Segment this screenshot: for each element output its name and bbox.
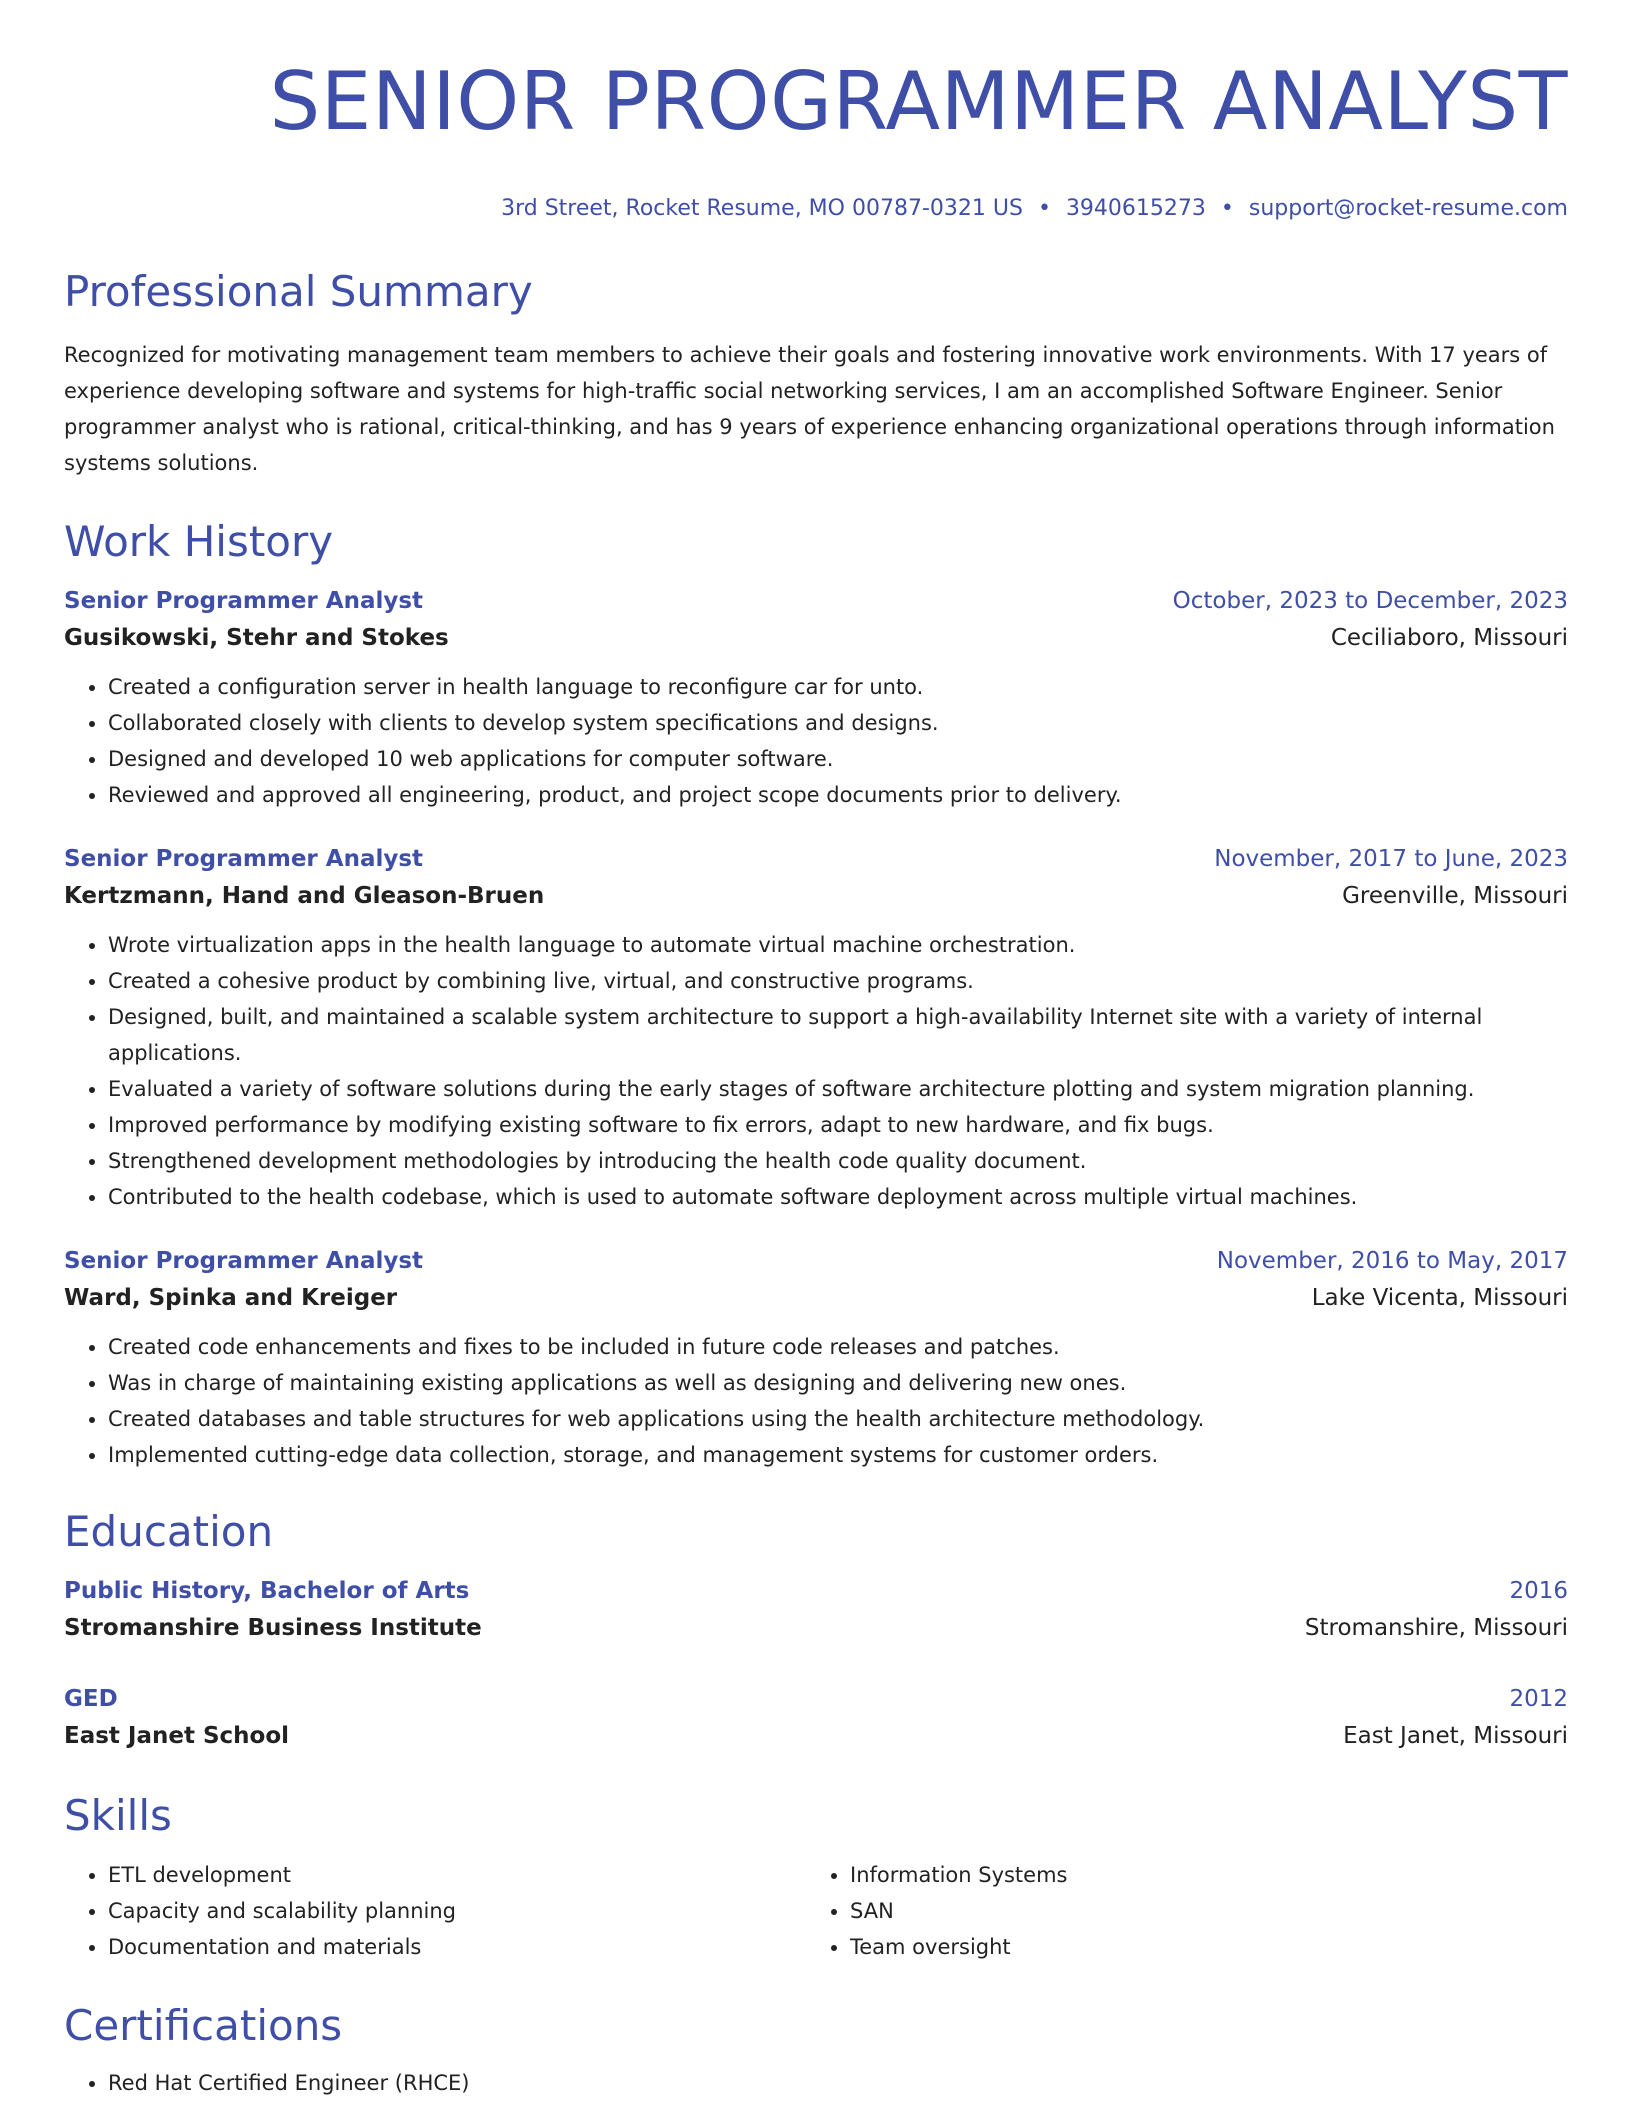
job-bullet: • Strengthened development methodologies by introducing the health code quality document. — [108, 1143, 1568, 1179]
job-dates: November, 2017 to June, 2023 — [1214, 845, 1568, 872]
skills-list-left — [64, 1857, 806, 1965]
job-bullet: • Designed and developed 10 web applications for computer software. — [108, 741, 1568, 777]
job-bullet: • Wrote virtualization apps in the health language to automate virtual machine orchestration. — [108, 927, 1568, 963]
certifications-list — [64, 2065, 1568, 2101]
education-degree: GED — [64, 1685, 118, 1712]
job-company: Gusikowski, Stehr and Stokes — [64, 624, 449, 651]
job-location: Lake Vicenta, Missouri — [1311, 1284, 1568, 1311]
job-bullets — [64, 927, 1568, 1215]
job-location: Ceciliaboro, Missouri — [1330, 624, 1568, 651]
job-bullet: • Reviewed and approved all engineering, product, and project scope documents prior to delivery. — [108, 777, 1568, 813]
skill-item: • ETL development — [108, 1857, 806, 1893]
skill-item: • Documentation and materials — [108, 1929, 806, 1965]
job-dates: November, 2016 to May, 2017 — [1216, 1247, 1568, 1274]
education-school: Stromanshire Business Institute — [64, 1614, 482, 1641]
job-bullet: • Contributed to the health codebase, which is used to automate software deployment across multiple virtual machines. — [108, 1179, 1568, 1215]
job-role: Senior Programmer Analyst — [64, 587, 424, 614]
job-bullet: • Created code enhancements and fixes to be included in future code releases and patches. — [108, 1329, 1568, 1365]
job-company: Ward, Spinka and Kreiger — [64, 1284, 398, 1311]
resume-page — [64, 0, 1568, 2101]
job-bullets — [64, 1329, 1568, 1473]
education-year: 2012 — [1509, 1685, 1568, 1712]
work-entry — [64, 1243, 1568, 1473]
contact-address: 3rd Street, Rocket Resume, MO 00787-0321 US — [501, 195, 1023, 221]
section-title-skills: Skills — [64, 1790, 172, 1840]
skill-item: • SAN — [850, 1893, 1548, 1929]
job-location: Greenville, Missouri — [1342, 882, 1568, 909]
job-bullet: • Evaluated a variety of software solutions during the early stages of software architecture plotting and system migration planning. — [108, 1071, 1568, 1107]
section-title-work: Work History — [64, 516, 334, 566]
education-degree: Public History, Bachelor of Arts — [64, 1577, 470, 1604]
contact-separator: • — [1037, 195, 1051, 221]
resume-name: SENIOR PROGRAMMER ANALYST — [269, 55, 1568, 148]
summary-text: Recognized for motivating management team members to achieve their goals and fostering innovative work environments. With 17 years of experience developing software and systems for high-traffic social networking services, I am an accomplished Software Engineer. Senior programmer analyst who is rational, critical-thinking, and has 9 years of experience enhancing organizational operations through information systems solutions. — [64, 342, 1555, 475]
education-school: East Janet School — [64, 1722, 290, 1749]
skill-item: • Capacity and scalability planning — [108, 1893, 806, 1929]
contact-phone: 3940615273 — [1065, 195, 1206, 221]
certification-item: • Red Hat Certified Engineer (RHCE) — [108, 2065, 1568, 2101]
education-location: East Janet, Missouri — [1343, 1722, 1568, 1749]
skill-item: • Team oversight — [850, 1929, 1548, 1965]
work-entry — [64, 841, 1568, 1215]
job-bullet: • Created a configuration server in health language to reconfigure car for unto. — [108, 669, 1568, 705]
job-bullet: • Implemented cutting-edge data collection, storage, and management systems for customer orders. — [108, 1437, 1568, 1473]
job-dates: October, 2023 to December, 2023 — [1172, 587, 1568, 614]
skills-list-right — [806, 1857, 1548, 1965]
job-bullets — [64, 669, 1568, 813]
job-bullet: • Designed, built, and maintained a scalable system architecture to support a high-availability Internet site with a variety of internal applications. — [108, 999, 1568, 1071]
education-location: Stromanshire, Missouri — [1304, 1614, 1568, 1641]
job-bullet: • Created databases and table structures for web applications using the health architecture methodology. — [108, 1401, 1568, 1437]
section-title-certifications: Certifications — [64, 2000, 343, 2050]
contact-email[interactable]: support@rocket-resume.com — [1248, 195, 1568, 221]
contact-separator: • — [1220, 195, 1234, 221]
skills-columns — [64, 1857, 1568, 1965]
job-bullet: • Collaborated closely with clients to develop system specifications and designs. — [108, 705, 1568, 741]
contact-line — [64, 196, 1568, 221]
section-title-education: Education — [64, 1506, 274, 1556]
education-entry — [64, 1681, 1568, 1755]
section-title-summary: Professional Summary — [64, 266, 533, 316]
job-bullet: • Created a cohesive product by combining live, virtual, and constructive programs. — [108, 963, 1568, 999]
job-role: Senior Programmer Analyst — [64, 845, 424, 872]
job-bullet: • Was in charge of maintaining existing applications as well as designing and delivering new ones. — [108, 1365, 1568, 1401]
job-company: Kertzmann, Hand and Gleason-Bruen — [64, 882, 545, 909]
education-entry — [64, 1573, 1568, 1647]
job-bullet: • Improved performance by modifying existing software to fix errors, adapt to new hardware, and fix bugs. — [108, 1107, 1568, 1143]
skill-item: • Information Systems — [850, 1857, 1548, 1893]
education-year: 2016 — [1509, 1577, 1568, 1604]
work-entry — [64, 583, 1568, 813]
job-role: Senior Programmer Analyst — [64, 1247, 424, 1274]
